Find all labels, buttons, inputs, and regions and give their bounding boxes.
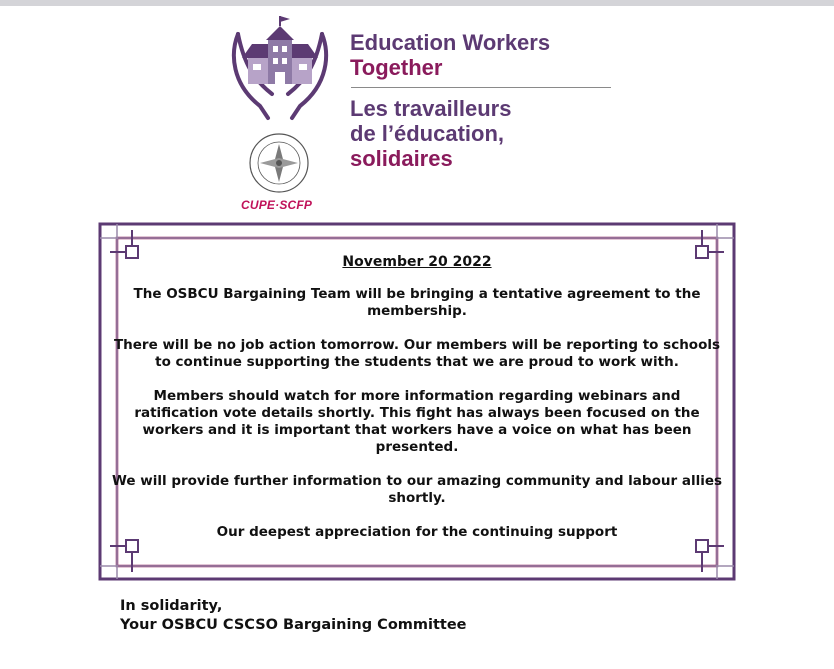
notice-date: November 20 2022 bbox=[342, 254, 492, 270]
title-fr-line3: solidaires bbox=[350, 146, 453, 171]
cupe-logo-text: CUPE·SCFP bbox=[241, 198, 313, 212]
title-fr-line2: de l’éducation, bbox=[350, 121, 505, 146]
notice-body bbox=[112, 250, 722, 558]
title-en-line1: Education Workers bbox=[350, 30, 551, 55]
title-en-line2: Together bbox=[350, 55, 443, 80]
closing-line-1: In solidarity, bbox=[120, 598, 223, 614]
closing-signature bbox=[120, 597, 467, 635]
notice-paragraph-1: The OSBCU Bargaining Team will be bringing a tentative agreement to the membership. bbox=[133, 286, 701, 319]
notice-paragraph-3: Members should watch for more information regarding webinars and ratification vote details shortly. This fight has always been focused on the workers and it is important that workers have a voice on what has been presented. bbox=[134, 388, 700, 455]
notice-paragraph-5: Our deepest appreciation for the continuing support bbox=[216, 524, 618, 540]
notice-paragraph-4: We will provide further information to our amazing community and labour allies shortly. bbox=[112, 473, 723, 506]
closing-line-2: Your OSBCU CSCSO Bargaining Committee bbox=[120, 617, 467, 633]
title-fr-line1: Les travailleurs bbox=[350, 96, 512, 121]
notice-paragraph-2: There will be no job action tomorrow. Our members will be reporting to schools to continue supporting the students that we are proud to work with. bbox=[113, 337, 721, 370]
